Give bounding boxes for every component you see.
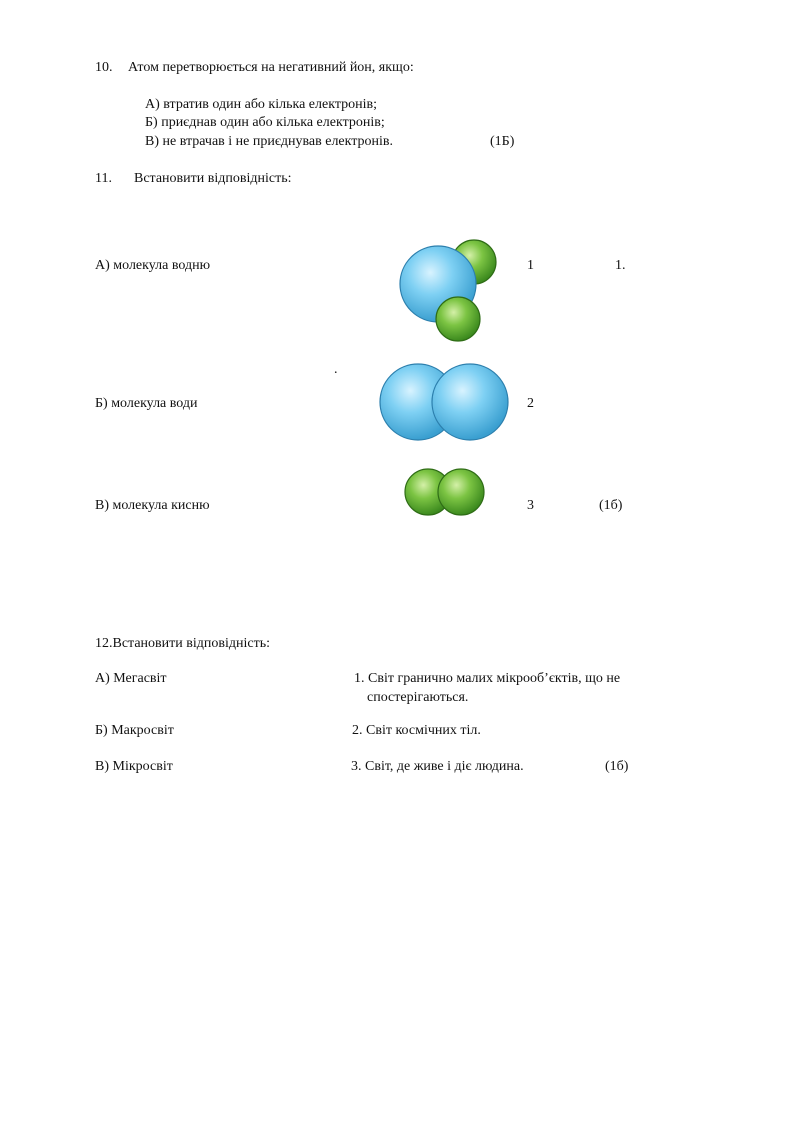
q10-option-b: Б) приєднав один або кілька електронів; <box>145 115 385 130</box>
q12-right-1: 1. Світ гранично малих мікрооб’єктів, що не <box>354 671 621 686</box>
q11-number: 11. <box>95 171 112 186</box>
molecule-image-2 <box>378 362 513 444</box>
q10-number: 10. <box>95 60 113 75</box>
q12-points: (1б) <box>605 759 629 774</box>
q11-row-a-label: А) молекула водню <box>95 258 211 273</box>
q10-points: (1Б) <box>490 134 515 149</box>
q12-right-3: 3. Світ, де живе і діє людина. <box>351 759 524 774</box>
q10-option-c: В) не втрачав і не приєднував електронів. <box>145 134 394 149</box>
q11-dot: . <box>334 362 338 377</box>
q11-row-b-label: Б) молекула води <box>95 396 198 411</box>
blue-atom <box>432 364 508 440</box>
q10-option-a: А) втратив один або кілька електронів; <box>145 97 378 112</box>
q11-title: Встановити відповідність: <box>134 171 292 186</box>
green-atom <box>438 469 484 515</box>
q11-row-b-num: 2 <box>527 396 534 411</box>
q12-left-a: А) Мегасвіт <box>95 671 167 686</box>
q11-row-a-extra: 1. <box>615 258 626 273</box>
q11-row-a-num: 1 <box>527 258 534 273</box>
q12-right-2: 2. Світ космічних тіл. <box>352 723 481 738</box>
q12-title: 12.Встановити відповідність: <box>95 636 270 651</box>
molecule-image-3 <box>403 467 489 517</box>
q12-left-c: В) Мікросвіт <box>95 759 173 774</box>
q10-question: Атом перетворюється на негативний йон, якщо: <box>128 60 414 75</box>
q11-row-c-extra: (1б) <box>599 498 623 513</box>
green-atom <box>436 297 480 341</box>
molecule-image-1 <box>390 232 510 347</box>
q12-right-1-cont: спостерігаються. <box>367 690 469 705</box>
q11-row-c-num: 3 <box>527 498 534 513</box>
q11-row-c-label: В) молекула кисню <box>95 498 210 513</box>
q12-left-b: Б) Макросвіт <box>95 723 174 738</box>
